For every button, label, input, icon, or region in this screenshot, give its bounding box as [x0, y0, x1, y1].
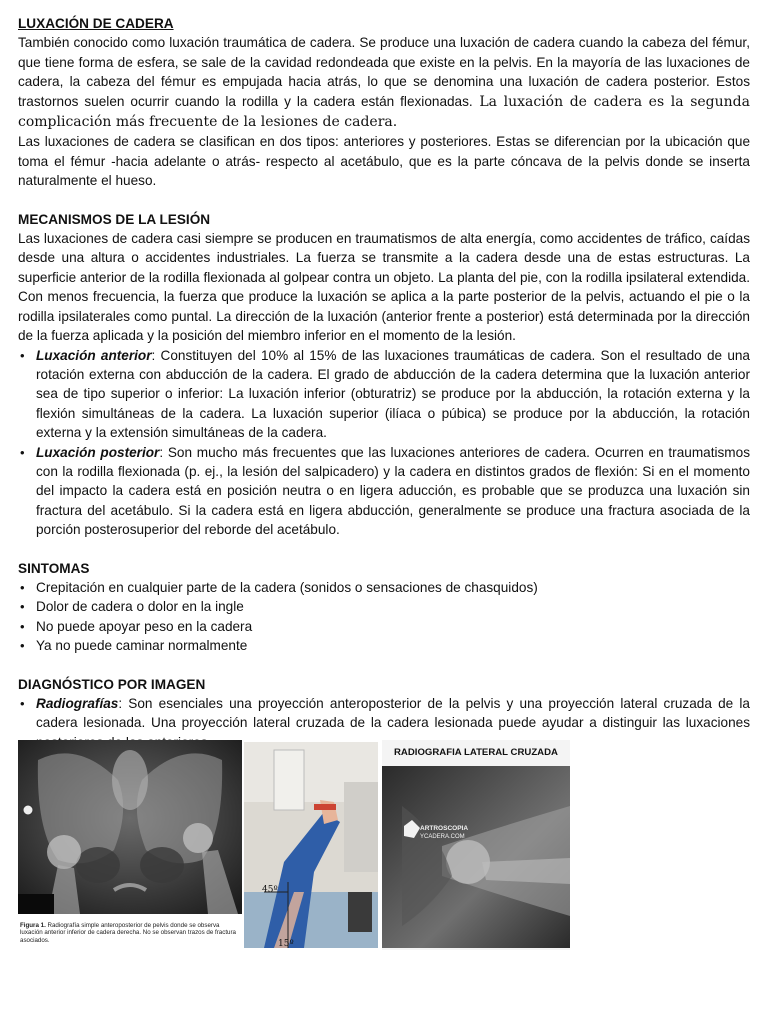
lateral-xray-image	[382, 766, 570, 948]
watermark-line-2: YCADERA.COM	[420, 834, 465, 840]
angle-label-top: 45º	[262, 885, 278, 895]
list-item: • Crepitación en cualquier parte de la cadera (sonidos o sensaciones de chasquidos)	[18, 578, 750, 597]
classification-paragraph: Las luxaciones de cadera se clasifican en dos tipos: anteriores y posteriores. Estas se diferencian por la ubicación que toma el fémur -hacia adelante o atrás- respecto al acetábulo, que es la parte cóncava de la pelvis donde se inserta naturalmente el hueso.	[18, 134, 750, 189]
term-posterior: Luxación posterior	[36, 444, 160, 460]
angle-label-bottom: 15º	[278, 939, 294, 948]
figures-row	[18, 740, 750, 955]
text-posterior: : Son mucho más frecuentes que las luxaciones anteriores de cadera. Ocurren en traumatismos con la rodilla flexionada (p. ej., la lesión del salpicadero) y la cadera en distintos grados de flexión: Si en el momento del impacto la cadera está en posición neutra o en ligera aducción, es probable que se produzca una luxación sin fractura del acetábulo. Si la cadera está en ligera abducción, generalmente se produce una fractura asociada de la porción posterosuperior del reborde del acetábulo.	[36, 444, 750, 538]
figure-1-caption-label: Figura 1.	[20, 922, 46, 929]
document-page	[18, 14, 750, 752]
list-item-posterior	[18, 443, 750, 540]
text-anterior: : Constituyen del 10% al 15% de las luxaciones traumáticas de cadera. Son el resultado de una rotación externa con abducción de la cadera. El grado de abducción de la cadera determina que la luxación anterior sea de tipo superior o inferior: La luxación inferior (obturatriz) se produce por la abducción, la rotación externa y la flexión simultáneas de la cadera. La luxación superior (ilíaca o púbica) se produce por la abducción, la rotación externa y la extensión simultáneas de la cadera.	[36, 347, 750, 441]
intro-text: También conocido como luxación traumática de cadera. Se produce una luxación de cadera cuando la cabeza del fémur, que tiene forma de esfera, se sale de la cavidad redondeada que existe en la pelvis. En la mayoría de las luxaciones de cadera, la cabeza del fémur es empujada hacia atrás, lo que se denomina una luxación de cadera posterior. Estos trastornos suelen ocurrir cuando la rodilla y la cadera están flexionadas.	[18, 35, 750, 109]
list-item: • Dolor de cadera o dolor en la ingle	[18, 597, 750, 616]
section-title-diagnostico: DIAGNÓSTICO POR IMAGEN	[18, 676, 206, 692]
pelvis-xray-image	[18, 740, 242, 914]
list-item-anterior	[18, 346, 750, 443]
figure-1-caption	[20, 922, 240, 944]
section-title-mecanismos: MECANISMOS DE LA LESIÓN	[18, 211, 211, 227]
figure-3	[382, 740, 570, 950]
figure-3-title: RADIOGRAFIA LATERAL CRUZADA	[394, 747, 558, 758]
figure-1	[18, 740, 242, 955]
figure-2-positioning-photo	[244, 742, 378, 948]
intro-tail-text: La luxación de cadera es la segunda complicación más frecuente de la lesiones de cadera.	[18, 93, 750, 131]
section-title-sintomas: SINTOMAS	[18, 560, 90, 576]
list-item: • Ya no puede caminar normalmente	[18, 636, 750, 655]
figure-1-caption-text: Radiografía simple anteroposterior de pelvis donde se observa luxación anterior inferior de cadera derecha. No se observan trazos de fractura asociados.	[20, 922, 236, 944]
mechanisms-list	[18, 346, 750, 540]
watermark-line-1: ARTROSCOPIA	[420, 825, 469, 832]
symptoms-list	[18, 578, 750, 656]
list-item: • No puede apoyar peso en la cadera	[18, 617, 750, 636]
term-anterior: Luxación anterior	[36, 347, 152, 363]
section-title-luxacion: LUXACIÓN DE CADERA	[18, 16, 174, 31]
mechanisms-paragraph: Las luxaciones de cadera casi siempre se producen en traumatismos de alta energía, como accidentes de tráfico, caídas desde una altura o accidentes industriales. La fuerza se transmite a la cadera desde una de estas estructuras. La superficie anterior de la rodilla flexionada al golpear contra un objeto. La planta del pie, con la rodilla ipsilateral extendida. Con menos frecuencia, la fuerza que produce la luxación se aplica a la parte posterior de la pelvis, actuando el pie o la rodilla ipsilaterales como puntal. La dirección de la luxación (anterior frente a posterior) está determinada por la dirección de la fuerza aplicada y la posición del miembro inferior en el momento de la lesión.	[18, 231, 750, 344]
intro-paragraph	[18, 33, 750, 132]
term-radiografias: Radiografías	[36, 696, 119, 711]
text-radiografias: : Son esenciales una proyección anteroposterior de la pelvis y una proyección lateral cruzada de la cadera lesionada. Una proyección lateral cruzada de la cadera lesionada puede ayudar a distinguir las luxaciones	[36, 696, 750, 731]
